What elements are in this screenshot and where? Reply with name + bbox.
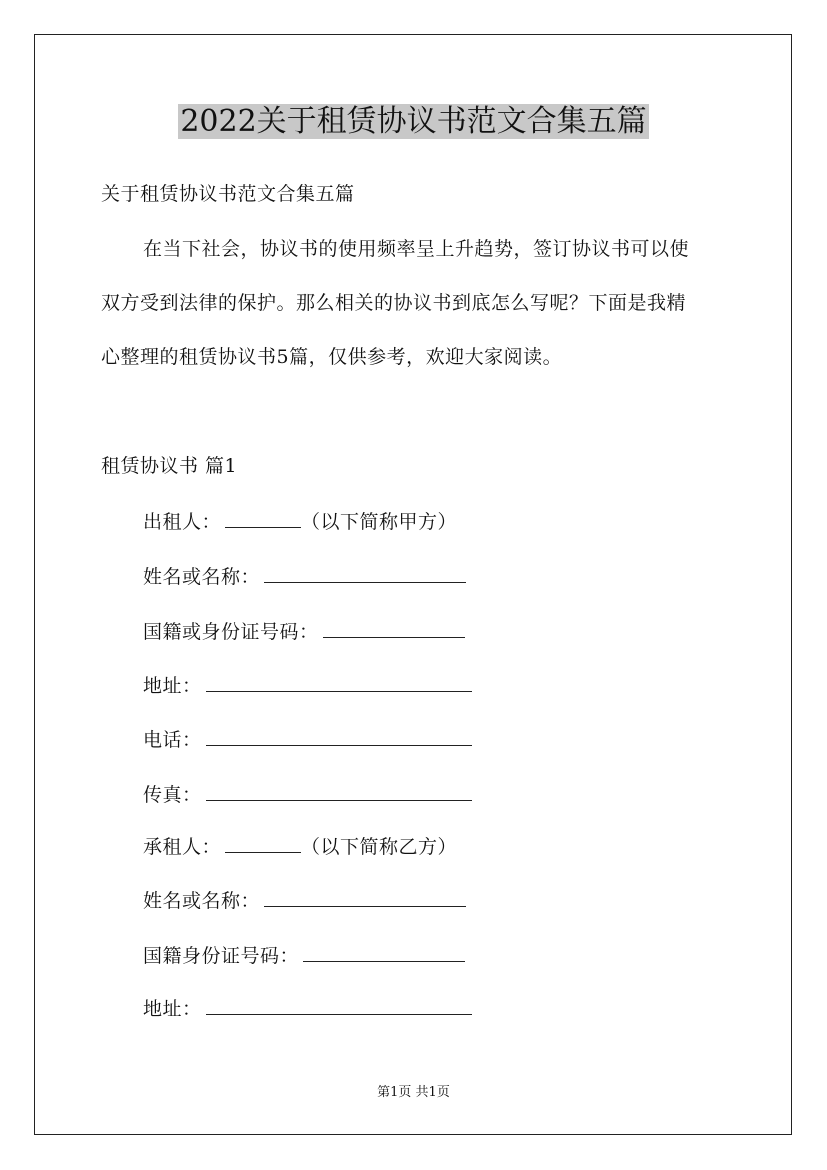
section-heading: 租赁协议书 篇1 (101, 455, 238, 477)
lessor-phone-blank[interactable] (206, 725, 472, 746)
lessee-id-row (143, 941, 465, 969)
lessor-phone-label: 电话： (143, 729, 202, 751)
lessor-id-label: 国籍或身份证号码： (143, 621, 319, 643)
lessee-address-row (143, 994, 472, 1022)
lessor-id-row (143, 617, 465, 645)
lessor-name-label: 姓名或名称： (143, 566, 261, 588)
lessor-address-blank[interactable] (206, 671, 472, 692)
lessor-label: 出租人： (143, 511, 222, 533)
intro-line-3: 心整理的租赁协议书5篇，仅供参考，欢迎大家阅读。 (101, 346, 563, 368)
lessor-row (143, 507, 457, 535)
lessor-phone-row (143, 725, 472, 753)
document-title-text: 2022关于租赁协议书范文合集五篇 (180, 104, 647, 139)
lessee-blank[interactable] (225, 832, 301, 853)
lessor-fax-row (143, 780, 472, 808)
lessee-id-label: 国籍身份证号码： (143, 945, 300, 967)
lessor-name-row (143, 562, 466, 590)
lessee-row (143, 832, 457, 860)
page-footer: 第1页 共1页 (377, 1085, 450, 1100)
lessee-address-blank[interactable] (206, 994, 472, 1015)
lessee-name-row (143, 886, 466, 914)
lessor-blank[interactable] (225, 507, 301, 528)
lessee-name-label: 姓名或名称： (143, 890, 261, 912)
lessor-fax-blank[interactable] (206, 780, 472, 801)
lessee-label: 承租人： (143, 836, 222, 858)
lessor-id-blank[interactable] (323, 617, 465, 638)
lessor-note: （以下简称甲方） (301, 511, 458, 533)
lessor-address-row (143, 671, 472, 699)
lessor-address-label: 地址： (143, 675, 202, 697)
document-title (0, 100, 827, 144)
intro-line-1: 在当下社会，协议书的使用频率呈上升趋势，签订协议书可以使 (143, 238, 690, 260)
lessee-address-label: 地址： (143, 998, 202, 1020)
lessee-note: （以下简称乙方） (301, 836, 458, 858)
subtitle: 关于租赁协议书范文合集五篇 (101, 183, 355, 205)
intro-line-2: 双方受到法律的保护。那么相关的协议书到底怎么写呢？下面是我精 (101, 292, 687, 314)
lessor-fax-label: 传真： (143, 784, 202, 806)
lessee-id-blank[interactable] (303, 941, 465, 962)
lessee-name-blank[interactable] (264, 886, 466, 907)
lessor-name-blank[interactable] (264, 562, 466, 583)
